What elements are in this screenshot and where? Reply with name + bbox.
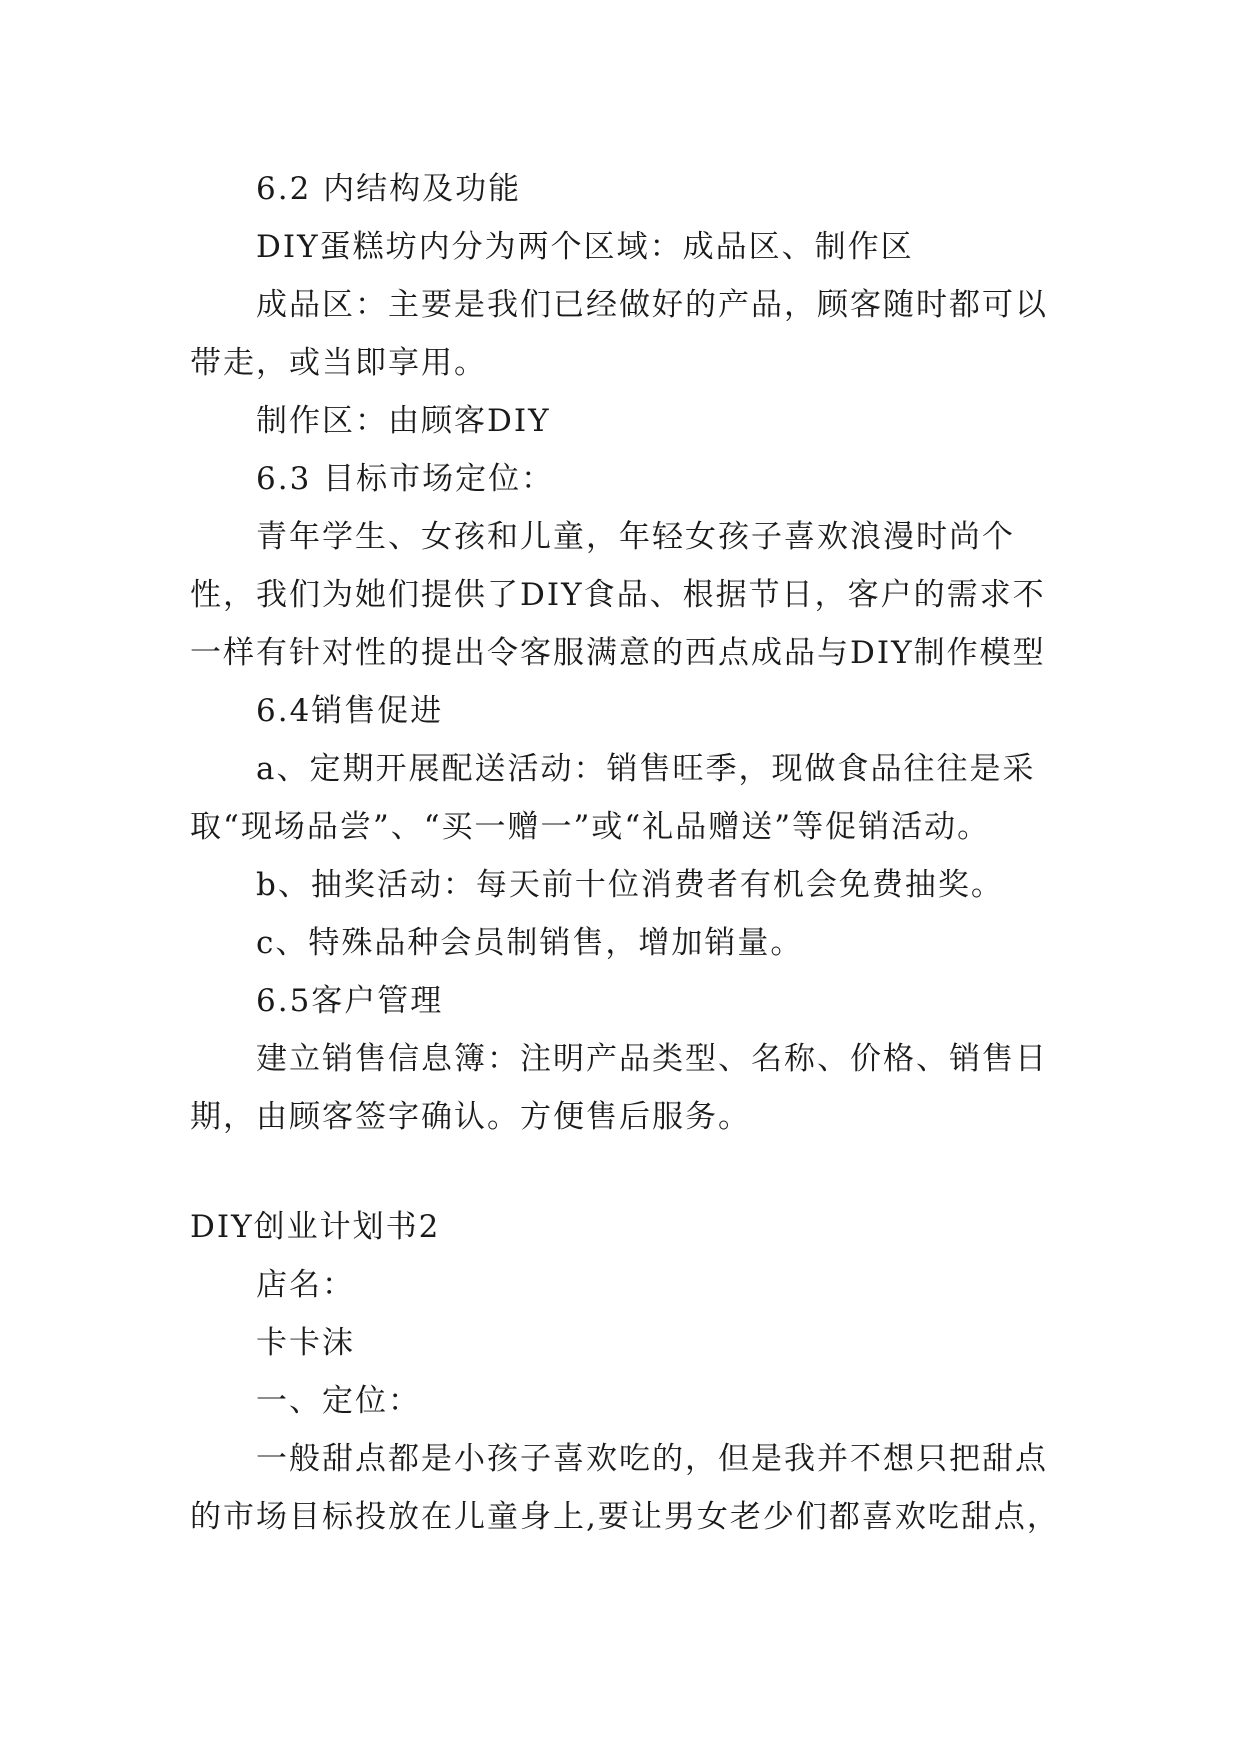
- paragraph-areas: DIY蛋糕坊内分为两个区域：成品区、制作区: [256, 229, 914, 265]
- paragraph-positioning: 一般甜点都是小孩子喜欢吃的，但是我并不想只把甜点的市场目标投放在儿童身上,要让男女老少们都喜欢吃甜点，: [190, 1441, 1060, 1535]
- paragraph-shop-name: 卡卡沫: [256, 1325, 355, 1361]
- heading-6-5: 6.5客户管理: [256, 983, 444, 1019]
- paragraph-customer-management: 建立销售信息簿：注明产品类型、名称、价格、销售日期，由顾客签字确认。方便售后服务。: [190, 1041, 1048, 1135]
- heading-positioning: 一、定位：: [256, 1383, 421, 1419]
- paragraph-finished-area: 成品区：主要是我们已经做好的产品，顾客随时都可以带走，或当即享用。: [190, 287, 1048, 381]
- paragraph-making-area: 制作区：由顾客DIY: [256, 403, 551, 439]
- paragraph-shop-name-label: 店名：: [256, 1267, 355, 1303]
- section-gap: [190, 1146, 1060, 1198]
- section2-title: DIY创业计划书2: [190, 1209, 441, 1245]
- document-body: [190, 160, 1060, 1546]
- heading-6-4: 6.4销售促进: [256, 693, 444, 729]
- paragraph-target-market: 青年学生、女孩和儿童，年轻女孩子喜欢浪漫时尚个性，我们为她们提供了DIY食品、根据节日，客户的需求不一样有针对性的提出令客服满意的西点成品与DIY制作模型: [190, 519, 1046, 671]
- heading-6-3: 6.3 目标市场定位：: [256, 461, 555, 497]
- heading-6-2: 6.2 内结构及功能: [256, 171, 522, 207]
- paragraph-promo-a: a、定期开展配送活动：销售旺季，现做食品往往是采取“现场品尝”、“买一赠一”或“礼品赠送”等促销活动。: [190, 751, 1036, 845]
- paragraph-promo-b: b、抽奖活动：每天前十位消费者有机会免费抽奖。: [256, 867, 1004, 903]
- paragraph-promo-c: c、特殊品种会员制销售，增加销量。: [256, 925, 804, 961]
